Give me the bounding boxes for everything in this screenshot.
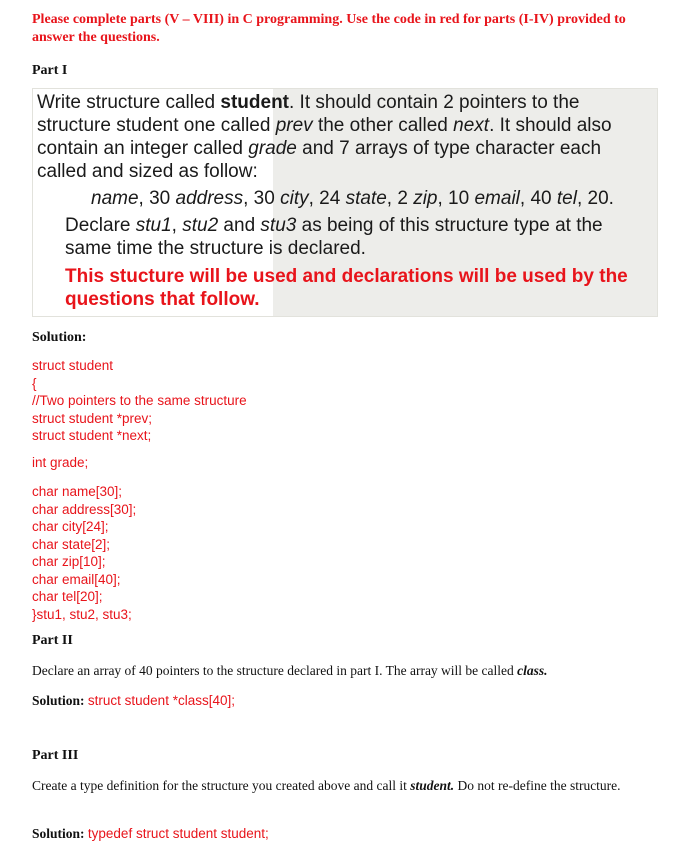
struct-header-code: struct student { //Two pointers to the same structure struct student *prev; struct student *next; [32, 358, 247, 443]
grade-field-code: int grade; [32, 455, 89, 470]
part3-solution-label: Solution: [32, 826, 88, 841]
part2-label: Part II [32, 633, 73, 648]
question-line-declare-2: same time the structure is declared. [65, 238, 366, 259]
question-line-4: called and sized as follow: [37, 161, 258, 182]
question-line-declare: Declare stu1, stu2 and stu3 as being of this structure type at the [65, 215, 603, 236]
part1-label: Part I [32, 63, 68, 78]
part1-question-image [32, 88, 658, 317]
part2-solution-label: Solution: [32, 693, 88, 708]
instructions-heading: Please complete parts (V – VIII) in C programming. Use the code in red for parts (I-IV) provided to answer the questions. [32, 12, 626, 45]
question-note-line-2: questions that follow. [65, 289, 260, 310]
question-line-sizes: name, 30 address, 30 city, 24 state, 2 zip, 10 email, 40 tel, 20. [91, 188, 614, 209]
part1-solution-label: Solution: [32, 330, 87, 345]
char-arrays-code: char name[30]; char address[30]; char city[24]; char state[2]; char zip[10]; char email[40]; char tel[20]; }stu1, stu2, stu3; [32, 484, 137, 622]
part2-solution-code: struct student *class[40]; [87, 693, 235, 708]
question-line-1: Write structure called student. It should contain 2 pointers to the [37, 92, 580, 113]
part2-question: Declare an array of 40 pointers to the structure declared in part I. The array will be called class. [32, 663, 548, 678]
part2-solution [32, 692, 642, 710]
part3-solution [32, 825, 642, 843]
question-line-2: structure student one called prev the other called next. It should also [37, 115, 612, 136]
question-line-3: contain an integer called grade and 7 arrays of type character each [37, 138, 602, 159]
part3-solution-code: typedef struct student student; [87, 826, 269, 841]
question-note-line-1: This stucture will be used and declarations will be used by the [65, 266, 628, 287]
part3-label: Part III [32, 748, 79, 763]
part3-question: Create a type definition for the structure you created above and call it student. Do not re-define the structure. [32, 778, 621, 793]
